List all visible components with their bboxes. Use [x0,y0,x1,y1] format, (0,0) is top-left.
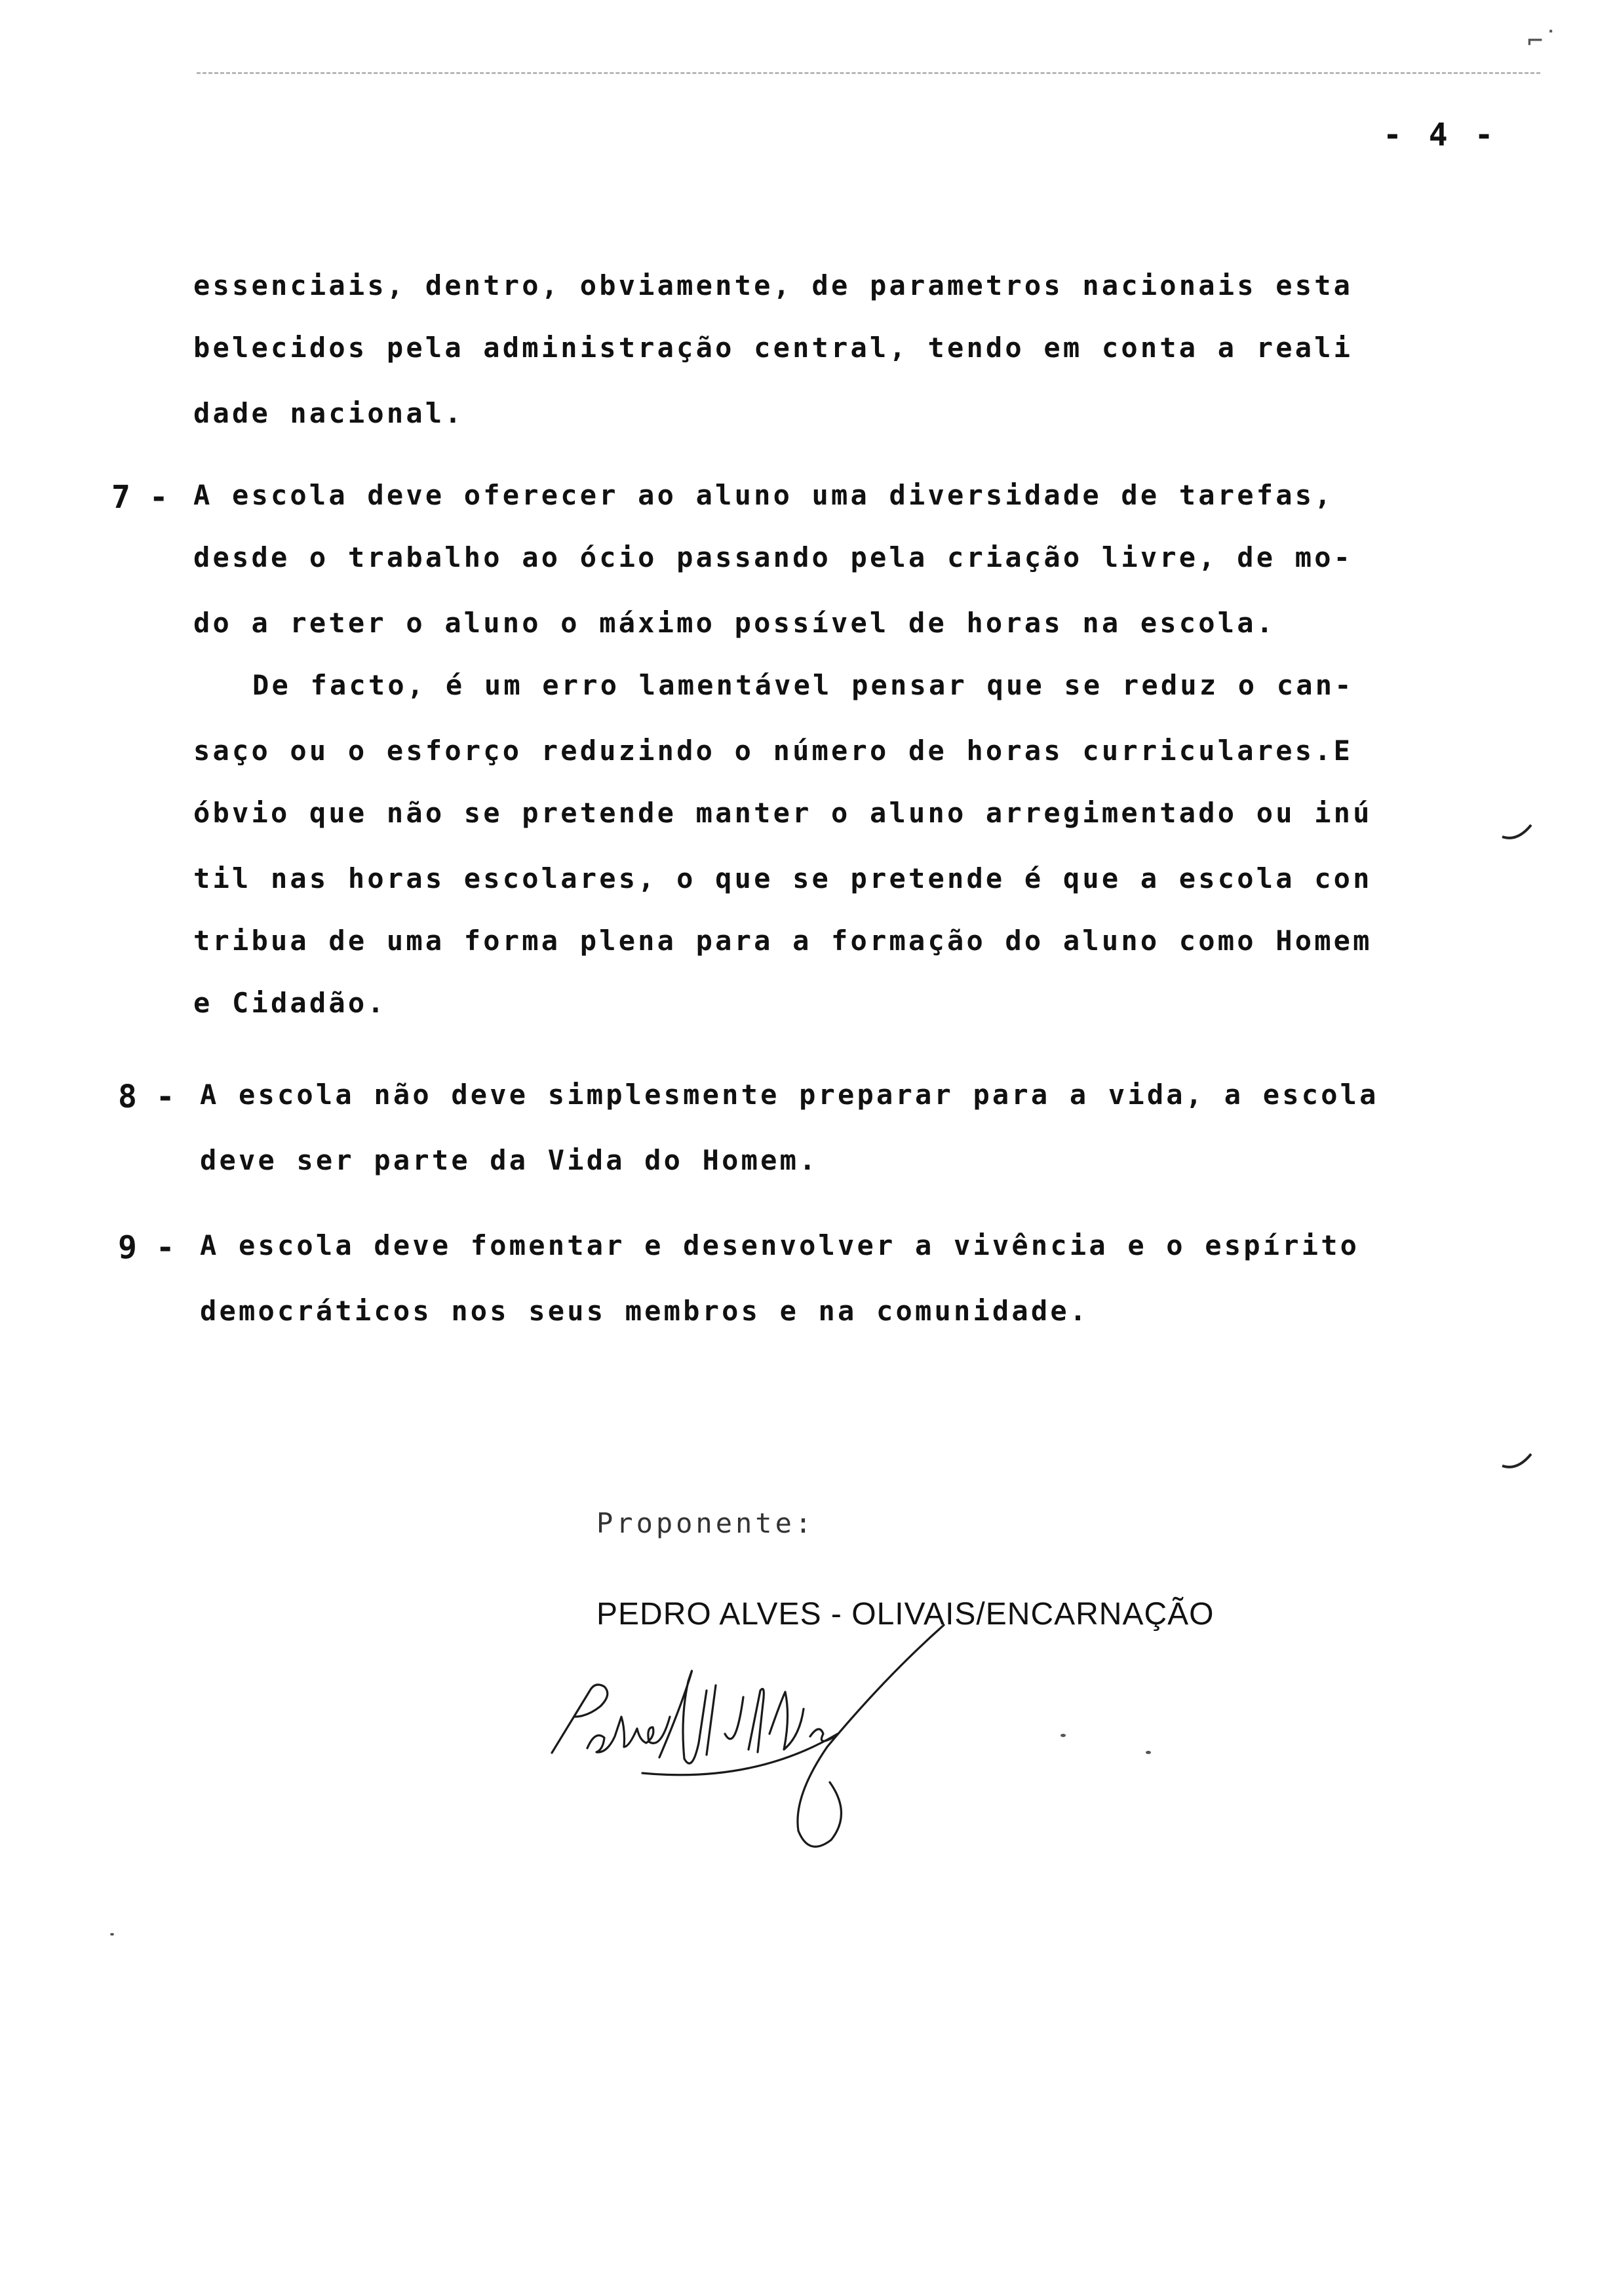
text-line: dade nacional. [193,397,464,429]
text-line: tribua de uma forma plena para a formação do aluno como Homem [193,925,1372,957]
text-line: do a reter o aluno o máximo possível de horas na escola. [193,607,1276,639]
scan-speck [110,1933,114,1936]
margin-tick-mark [1501,1451,1534,1471]
scan-artifact-line [197,72,1540,74]
text-line: deve ser parte da Vida do Homem. [200,1144,819,1176]
text-line: A escola deve oferecer ao aluno uma diversidade de tarefas, [193,479,1334,511]
margin-tick-mark [1501,822,1534,842]
text-line: óbvio que não se pretende manter o aluno arregimentado ou inú [193,797,1372,829]
text-line: e Cidadão. [193,987,387,1019]
item-number: 8 - [118,1079,175,1115]
text-line: desde o trabalho ao ócio passando pela criação livre, de mo- [193,541,1353,573]
scan-speck [1060,1734,1066,1737]
text-line: A escola não deve simplesmente preparar para a vida, a escola [200,1079,1379,1111]
proponent-name: PEDRO ALVES - OLIVAIS/ENCARNAÇÃO [596,1597,1215,1632]
text-line: til nas horas escolares, o que se pretende é que a escola con [193,862,1372,894]
proponent-label: Proponente: [596,1507,815,1539]
text-line: democráticos nos seus membros e na comunidade. [200,1295,1089,1327]
signature-image [544,1618,1016,1854]
text-line: essenciais, dentro, obviamente, de parametros nacionais esta [193,269,1353,301]
text-line: De facto, é um erro lamentável pensar que se reduz o can- [252,669,1354,701]
item-number: 9 - [118,1229,175,1266]
page-number: - 4 - [1383,117,1498,153]
scan-speck [1146,1751,1151,1754]
text-line: saço ou o esforço reduzindo o número de horas curriculares.E [193,735,1353,767]
text-line: A escola deve fomentar e desenvolver a vivência e o espírito [200,1229,1360,1261]
item-number: 7 - [111,479,168,516]
text-line: belecidos pela administração central, tendo em conta a reali [193,332,1353,364]
scan-corner-mark: ⌐˙ [1527,26,1559,56]
